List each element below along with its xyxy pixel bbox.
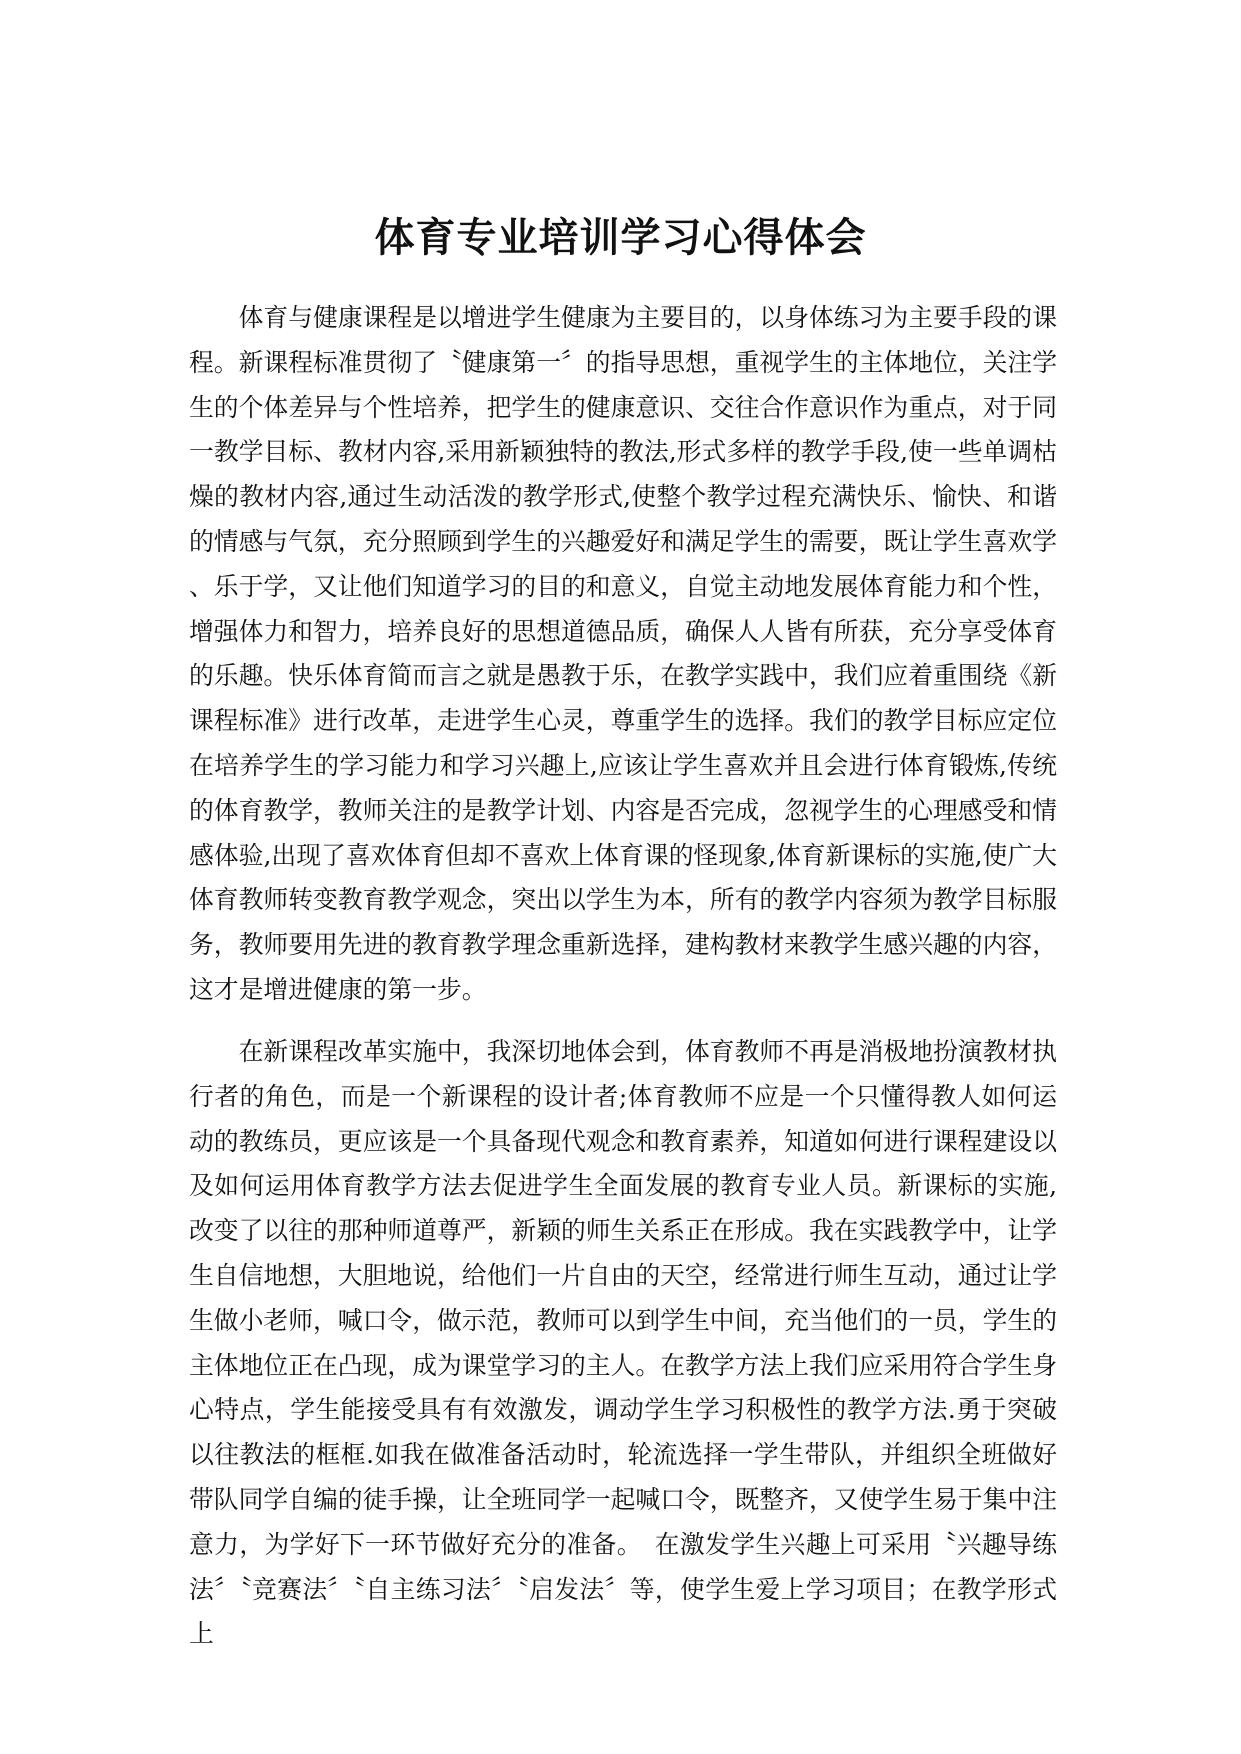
body-paragraph-2: 在新课程改革实施中，我深切地体会到，体育教师不再是消极地扮演教材执行者的角色，而是一个新课程的设计者;体育教师不应是一个只懂得教人如何运动的教练员，更应该是一个具备现代观念和教育素养，知道如何进行课程建设以及如何运用体育教学方法去促进学生全面发展的教育专业人员。新课标的实施,改变了以往的那种师道尊严，新颖的师生关系正在形成。我在实践教学中，让学生自信地想，大胆地说，给他们一片自由的天空，经常进行师生互动，通过让学生做小老师，喊口令，做示范，教师可以到学生中间，充当他们的一员，学生的主体地位正在凸现，成为课堂学习的主人。在教学方法上我们应采用符合学生身心特点，学生能接受具有有效激发，调动学生学习积极性的教学方法.勇于突破以往教法的框框.如我在做准备活动时，轮流选择一学生带队，并组织全班做好带队同学自编的徒手操，让全班同学一起喊口令，既整齐，又使学生易于集中注意力，为学好下一环节做好充分的准备。 在激发学生兴趣上可采用〝兴趣导练法〞〝竞赛法〞〝自主练习法〞〝启发法〞等，使学生爱上学习项目；在教学形式上 <box>189 1037 1057 1649</box>
body-paragraph-1: 体育与健康课程是以增进学生健康为主要目的，以身体练习为主要手段的课程。新课程标准贯彻了〝健康第一〞的指导思想，重视学生的主体地位，关注学生的个体差异与个性培养，把学生的健康意识、交往合作意识作为重点，对于同一教学目标、教材内容,采用新颖独特的教法,形式多样的教学手段,使一些单调枯燥的教材内容,通过生动活泼的教学形式,使整个教学过程充满快乐、愉快、和谐的情感与气氛，充分照顾到学生的兴趣爱好和满足学生的需要，既让学生喜欢学、乐于学，又让他们知道学习的目的和意义，自觉主动地发展体育能力和个性，增强体力和智力，培养良好的思想道德品质，确保人人皆有所获，充分享受体育的乐趣。快乐体育简而言之就是愚教于乐，在教学实践中，我们应着重围绕《新课程标准》进行改革，走进学生心灵，尊重学生的选择。我们的教学目标应定位在培养学生的学习能力和学习兴趣上,应该让学生喜欢并且会进行体育锻炼,传统的体育教学，教师关注的是教学计划、内容是否完成，忽视学生的心理感受和情感体验,出现了喜欢体育但却不喜欢上体育课的怪现象,体育新课标的实施,使广大体育教师转变教育教学观念，突出以学生为本，所有的教学内容须为教学目标服务，教师要用先进的教育教学理念重新选择，建构教材来教学生感兴趣的内容，这才是增进健康的第一步。 <box>189 303 1057 1004</box>
document-title: 体育专业培训学习心得体会 <box>374 214 867 261</box>
